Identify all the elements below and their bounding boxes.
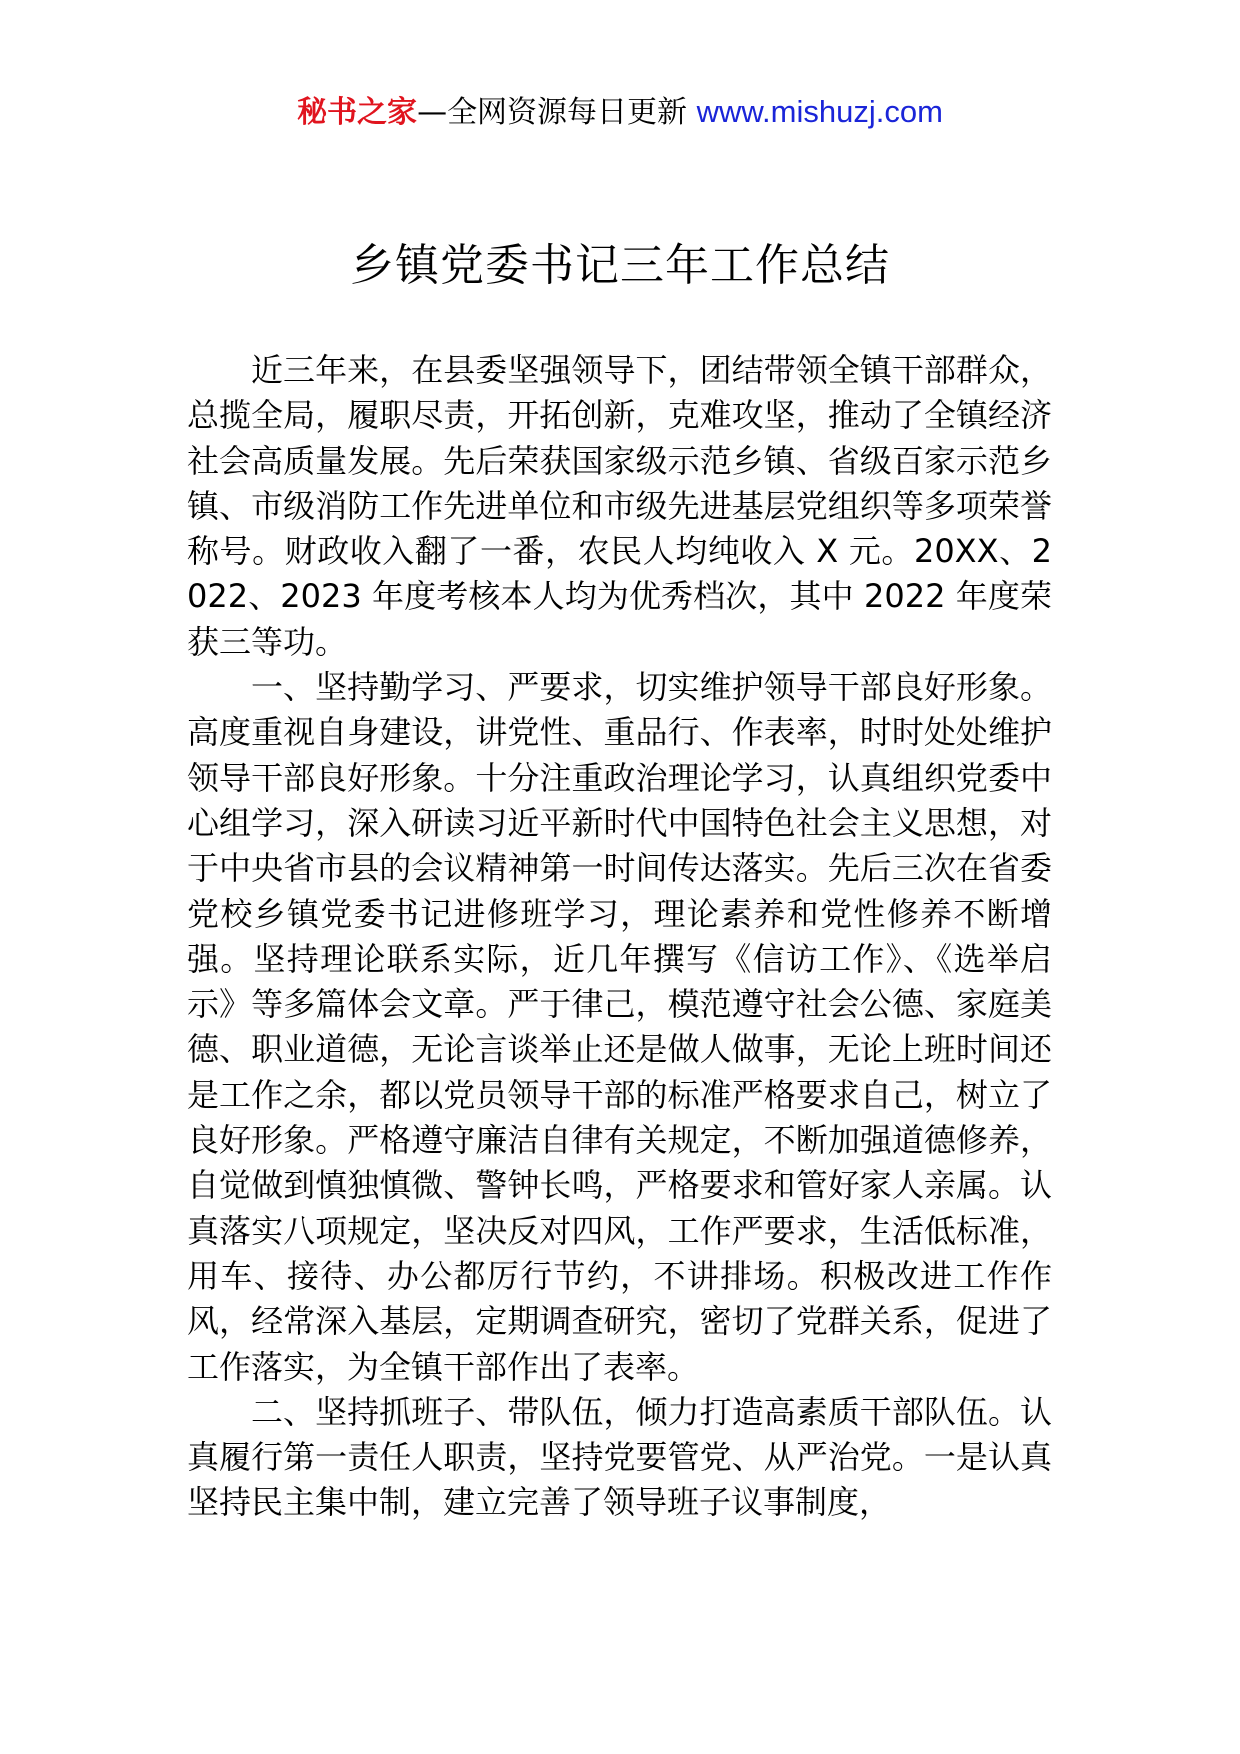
site-tagline: —全网资源每日更新 <box>417 95 697 130</box>
document-body <box>187 348 1052 1526</box>
site-header <box>0 90 1240 135</box>
paragraph-section-2: 二、坚持抓班子、带队伍，倾力打造高素质干部队伍。认真履行第一责任人职责，坚持党要管党、从严治党。一是认真坚持民主集中制，建立完善了领导班子议事制度， <box>187 1392 1052 1522</box>
paragraph-intro: 近三年来，在县委坚强领导下，团结带领全镇干部群众，总揽全局，履职尽责，开拓创新，克难攻坚，推动了全镇经济社会高质量发展。先后荣获国家级示范乡镇、省级百家示范乡镇、市级消防工作先进单位和市级先进基层党组织等多项荣誉称号。财政收入翻了一番，农民人均纯收入 X 元。20XX、2022、2023 年度考核本人均为优秀档次，其中 2022 年度荣获三等功。 <box>187 351 1052 661</box>
document-title: 乡镇党委书记三年工作总结 <box>350 240 890 291</box>
paragraph-section-1: 一、坚持勤学习、严要求，切实维护领导干部良好形象。高度重视自身建设，讲党性、重品行、作表率，时时处处维护领导干部良好形象。十分注重政治理论学习，认真组织党委中心组学习，深入研读习近平新时代中国特色社会主义思想，对于中央省市县的会议精神第一时间传达落实。先后三次在省委党校乡镇党委书记进修班学习，理论素养和党性修养不断增强。坚持理论联系实际，近几年撰写《信访工作》、《选举启示》等多篇体会文章。严于律己，模范遵守社会公德、家庭美德、职业道德，无论言谈举止还是做人做事，无论上班时间还是工作之余，都以党员领导干部的标准严格要求自己，树立了良好形象。严格遵守廉洁自律有关规定，不断加强道德修养，自觉做到慎独慎微、警钟长鸣，严格要求和管好家人亲属。认真落实八项规定，坚决反对四风，工作严要求，生活低标准，用车、接待、办公都厉行节约，不讲排场。积极改进工作作风，经常深入基层，定期调查研究，密切了党群关系，促进了工作落实，为全镇干部作出了表率。 <box>187 668 1052 1386</box>
site-url-link[interactable]: www.mishuzj.com <box>696 94 943 129</box>
site-brand: 秘书之家 <box>297 95 418 130</box>
